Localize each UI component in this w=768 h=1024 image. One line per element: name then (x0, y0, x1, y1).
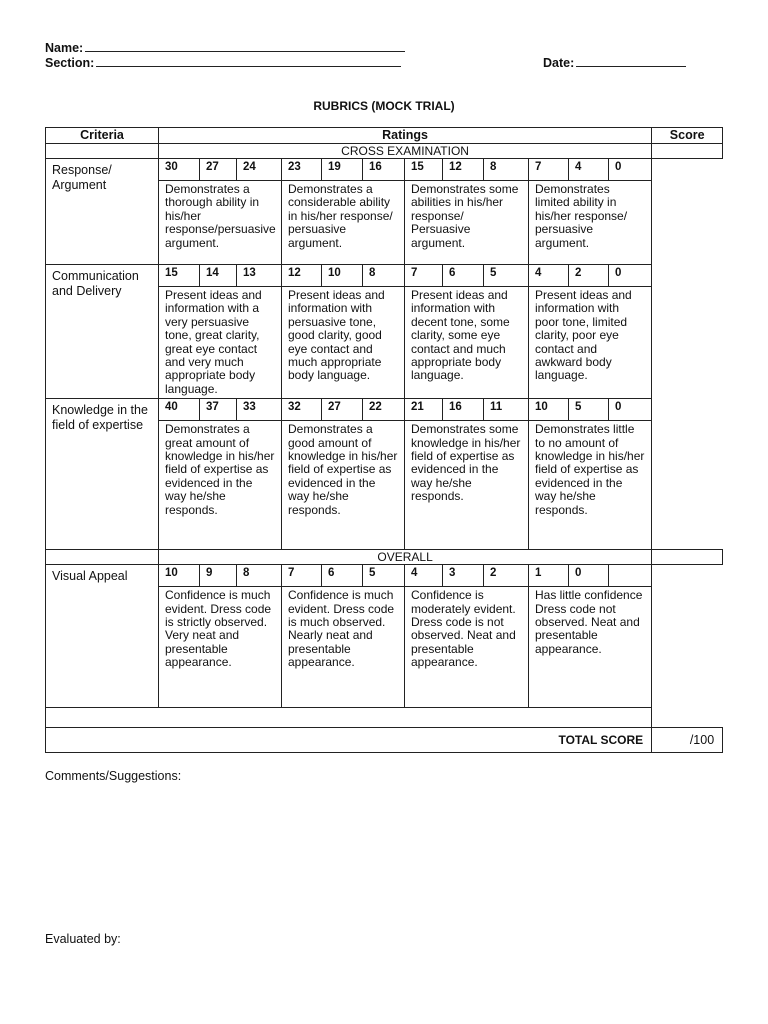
rating-description: Confidence is moderately evident. Dress code is not observed. Neat and presentable appearance. (405, 587, 529, 708)
rating-points[interactable]: 10 (529, 399, 569, 421)
rating-points[interactable]: 33 (237, 399, 282, 421)
name-field[interactable] (85, 40, 405, 52)
rating-points[interactable]: 23 (282, 159, 322, 181)
section-label: Section: (45, 56, 95, 70)
rating-points[interactable]: 12 (443, 159, 484, 181)
rating-description: Demonstrates limited ability in his/her response/ persuasive argument. (529, 181, 652, 265)
criteria-label: Response/ Argument (46, 159, 159, 265)
evaluated-by-label: Evaluated by: (45, 932, 121, 946)
rubric-table (45, 127, 723, 753)
rating-points[interactable]: 7 (529, 159, 569, 181)
rating-points[interactable]: 27 (200, 159, 237, 181)
rating-points[interactable]: 1 (529, 565, 569, 587)
rating-description: Demonstrates some knowledge in his/her field of expertise as evidenced in the way he/she responds. (405, 421, 529, 550)
date-label: Date: (543, 56, 575, 70)
rating-points[interactable]: 40 (159, 399, 200, 421)
rating-points[interactable]: 3 (443, 565, 484, 587)
rating-points[interactable]: 6 (443, 265, 484, 287)
rating-points[interactable]: 9 (200, 565, 237, 587)
rating-points[interactable]: 32 (282, 399, 322, 421)
section-field[interactable] (96, 55, 401, 67)
rating-description: Demonstrates a good amount of knowledge in his/her field of expertise as evidenced in the way he/she responds. (282, 421, 405, 550)
rating-points[interactable]: 14 (200, 265, 237, 287)
rating-points[interactable]: 8 (484, 159, 529, 181)
rating-points[interactable]: 0 (609, 265, 652, 287)
rating-points[interactable]: 4 (405, 565, 443, 587)
rating-points[interactable]: 16 (443, 399, 484, 421)
rating-description: Demonstrates a considerable ability in his/her response/ persuasive argument. (282, 181, 405, 265)
section-overall: OVERALL (159, 550, 652, 565)
name-line (45, 40, 405, 55)
rating-description: Confidence is much evident. Dress code is strictly observed. Very neat and presentable appearance. (159, 587, 282, 708)
criteria-label: Visual Appeal (46, 565, 159, 708)
rating-points[interactable]: 30 (159, 159, 200, 181)
rating-points[interactable]: 7 (405, 265, 443, 287)
rating-points[interactable]: 0 (609, 159, 652, 181)
criteria-label: Communication and Delivery (46, 265, 159, 399)
criteria-label: Knowledge in the field of expertise (46, 399, 159, 550)
section-cross-examination: CROSS EXAMINATION (159, 144, 652, 159)
rating-points[interactable]: 22 (363, 399, 405, 421)
rating-points[interactable]: 0 (569, 565, 609, 587)
rating-points[interactable]: 24 (237, 159, 282, 181)
section-line (45, 55, 401, 70)
ratings-header: Ratings (159, 128, 652, 144)
rating-points[interactable]: 12 (282, 265, 322, 287)
rubric-row (46, 265, 723, 399)
rating-points[interactable]: 10 (159, 565, 200, 587)
score-cell-cross-examination[interactable] (652, 144, 723, 159)
criteria-header: Criteria (46, 128, 159, 144)
rating-points[interactable]: 0 (609, 399, 652, 421)
rating-points[interactable]: 15 (405, 159, 443, 181)
page-title: RUBRICS (MOCK TRIAL) (313, 99, 455, 113)
score-header: Score (652, 128, 723, 144)
rating-points[interactable]: 4 (529, 265, 569, 287)
rating-description: Demonstrates some abilities in his/her response/ Persuasive argument. (405, 181, 529, 265)
rating-points[interactable]: 19 (322, 159, 363, 181)
total-score-value[interactable]: /100 (652, 728, 723, 753)
rating-points[interactable]: 7 (282, 565, 322, 587)
rating-points[interactable]: 8 (363, 265, 405, 287)
rating-points[interactable]: 15 (159, 265, 200, 287)
rating-points[interactable]: 5 (569, 399, 609, 421)
rating-points[interactable]: 2 (484, 565, 529, 587)
rating-points[interactable]: 10 (322, 265, 363, 287)
score-cell-overall[interactable] (652, 550, 723, 565)
rating-description: Present ideas and information with a very persuasive tone, great clarity, great eye contact and very much appropriate body language. (159, 287, 282, 399)
rating-points[interactable]: 8 (237, 565, 282, 587)
rating-description: Demonstrates a thorough ability in his/her response/persuasive argument. (159, 181, 282, 265)
rating-points[interactable]: 5 (363, 565, 405, 587)
total-score-label: TOTAL SCORE (46, 728, 652, 753)
date-field[interactable] (576, 55, 686, 67)
rating-description: Confidence is much evident. Dress code is much observed. Nearly neat and presentable appearance. (282, 587, 405, 708)
rating-description: Demonstrates little to no amount of knowledge in his/her field of expertise as evidenced in the way he/she responds. (529, 421, 652, 550)
rating-points[interactable]: 2 (569, 265, 609, 287)
rating-points[interactable] (609, 565, 652, 587)
rating-description: Present ideas and information with persuasive tone, good clarity, good eye contact and much appropriate body language. (282, 287, 405, 399)
rating-points[interactable]: 21 (405, 399, 443, 421)
rating-points[interactable]: 37 (200, 399, 237, 421)
rating-points[interactable]: 5 (484, 265, 529, 287)
rubric-row (46, 399, 723, 550)
rating-description: Present ideas and information with poor tone, limited clarity, poor eye contact and awkward body language. (529, 287, 652, 399)
rating-description: Has little confidence Dress code not observed. Neat and presentable appearance. (529, 587, 652, 708)
rating-points[interactable]: 16 (363, 159, 405, 181)
rating-points[interactable]: 11 (484, 399, 529, 421)
rating-description: Present ideas and information with decent tone, some clarity, some eye contact and much appropriate body language. (405, 287, 529, 399)
rating-points[interactable]: 13 (237, 265, 282, 287)
rating-points[interactable]: 4 (569, 159, 609, 181)
rubric-row (46, 565, 723, 708)
date-line (543, 55, 686, 70)
rubric-row (46, 159, 723, 265)
name-label: Name: (45, 41, 84, 55)
comments-label: Comments/Suggestions: (45, 769, 182, 783)
rating-points[interactable]: 27 (322, 399, 363, 421)
rating-points[interactable]: 6 (322, 565, 363, 587)
rating-description: Demonstrates a great amount of knowledge in his/her field of expertise as evidenced in the way he/she responds. (159, 421, 282, 550)
